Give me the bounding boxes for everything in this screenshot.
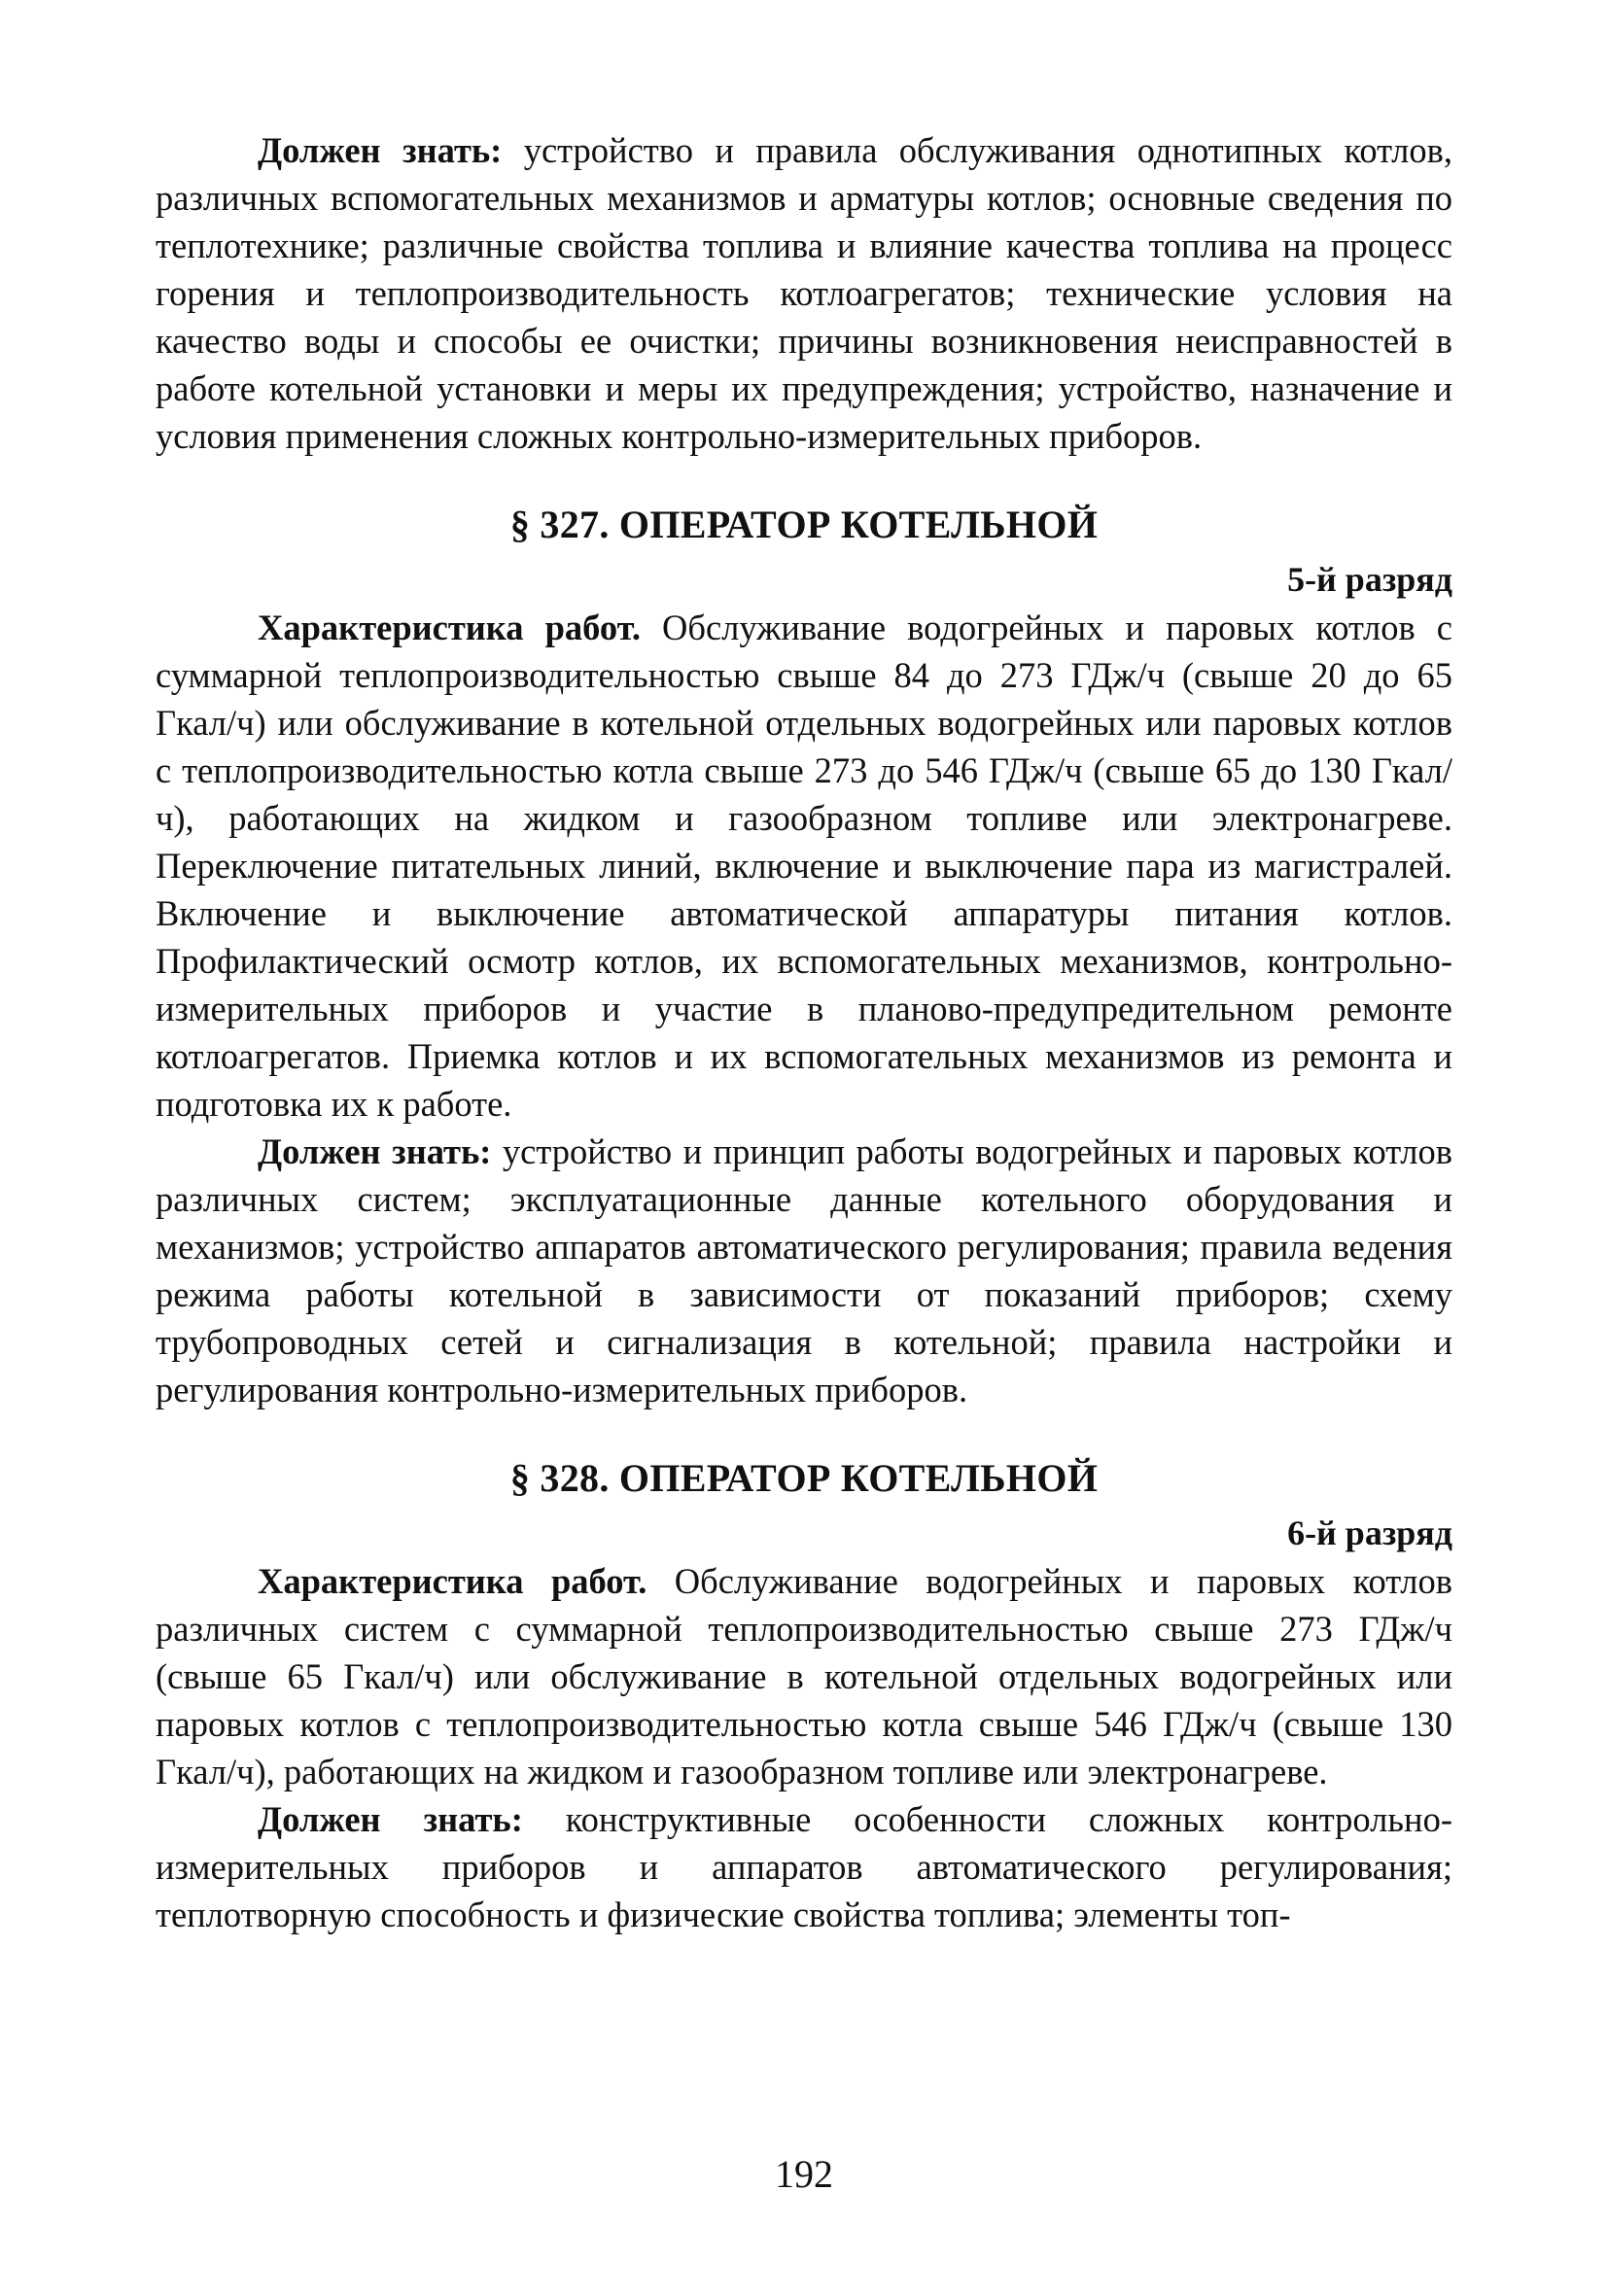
section-327-knowledge-lead: Должен знать: <box>258 1131 492 1171</box>
intro-knowledge-lead: Должен знать: <box>258 130 503 170</box>
page-number: 192 <box>775 2152 833 2196</box>
section-328-work-text: Обслуживание водогрейных и паровых котлов различных систем с суммарной теплопроизводительностью свыше 273 ГДж/ч (свыше 65 Гкал/ч) или обслуживание в котельной отдельных водогрейных или паровых котлов с теплопроизводительностью котла свыше 546 ГДж/ч (свыше 130 Гкал/ч), работающих на жидком и газообразном топливе или электронагреве. <box>156 1561 1452 1792</box>
section-328-work-lead: Характеристика работ. <box>258 1561 647 1601</box>
section-327-grade: 5-й разряд <box>1287 560 1452 599</box>
section-327-work-lead: Характеристика работ. <box>258 608 641 647</box>
section-328-knowledge-lead: Должен знать: <box>258 1799 523 1839</box>
section-327-work-text: Обслуживание водогрейных и паровых котлов с суммарной теплопроизводительностью свыше 84 до 273 ГДж/ч (свыше 20 до 65 Гкал/ч) или обслуживание в котельной отдельных водогрейных или паровых котлов с теплопроизводительностью котла свыше 273 до 546 ГДж/ч (свыше 65 до 130 Гкал/ч), работающих на жидком и газообразном топливе или электронагреве. Переключение питательных линий, включение и выключение пара из магистралей. Включение и выключение автоматической аппаратуры питания котлов. Профилактический осмотр котлов, их вспомогательных механизмов, контрольно-измерительных приборов и участие в планово-предупредительном ремонте котлоагрегатов. Приемка котлов и их вспомогательных механизмов из ремонта и подготовка их к работе. <box>156 608 1452 1124</box>
section-327-title: § 327. ОПЕРАТОР КОТЕЛЬНОЙ <box>509 503 1099 546</box>
section-328-knowledge-text: конструктивные особенности сложных контрольно-измерительных приборов и аппаратов автоматического регулирования; теплотворную способность и физические свойства топлива; элементы топ- <box>156 1799 1452 1934</box>
intro-knowledge-text: устройство и правила обслуживания однотипных котлов, различных вспомогательных механизмов и арматуры котлов; основные сведения по теплотехнике; различные свойства топлива и влияние качества топлива на процесс горения и теплопроизводительность котлоагрегатов; технические условия на качество воды и способы ее очистки; причины возникновения неисправностей в работе котельной установки и меры их предупреждения; устройство, назначение и условия применения сложных контрольно-измерительных приборов. <box>156 130 1452 456</box>
page-body <box>156 126 1452 1938</box>
section-328-grade: 6-й разряд <box>1287 1513 1452 1552</box>
section-327-knowledge-text: устройство и принцип работы водогрейных и паровых котлов различных систем; эксплуатационные данные котельного оборудования и механизмов; устройство аппаратов автоматического регулирования; правила ведения режима работы котельной в зависимости от показаний приборов; схему трубопроводных сетей и сигнализация в котельной; правила настройки и регулирования контрольно-измерительных приборов. <box>156 1131 1452 1409</box>
section-328-work-paragraph <box>156 1557 1452 1795</box>
section-328-knowledge-paragraph <box>156 1795 1452 1938</box>
section-327-knowledge-paragraph <box>156 1128 1452 1413</box>
section-328-title: § 328. ОПЕРАТОР КОТЕЛЬНОЙ <box>509 1456 1099 1500</box>
section-327-work-paragraph <box>156 604 1452 1128</box>
intro-knowledge-paragraph <box>156 126 1452 460</box>
